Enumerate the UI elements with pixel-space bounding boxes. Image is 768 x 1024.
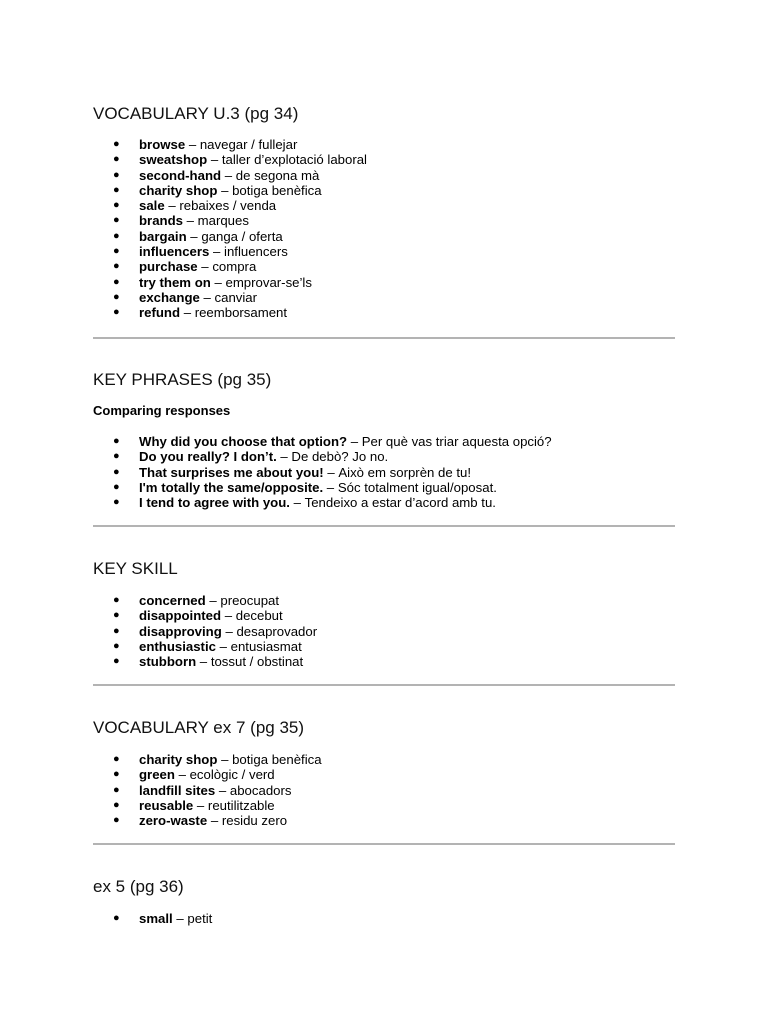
dash-separator: – bbox=[221, 608, 236, 624]
translation: tossut / obstinat bbox=[210, 654, 304, 670]
bullet-icon: ● bbox=[113, 168, 120, 181]
list-item bbox=[113, 767, 322, 782]
term: refund bbox=[139, 305, 181, 321]
list-item bbox=[113, 639, 317, 654]
bullet-icon: ● bbox=[113, 465, 120, 478]
bullet-icon: ● bbox=[113, 814, 120, 827]
list-item bbox=[113, 624, 317, 639]
dash-separator: – bbox=[197, 259, 213, 275]
list-item bbox=[113, 152, 367, 167]
term: brands bbox=[139, 213, 183, 229]
list-item bbox=[113, 290, 367, 305]
translation: emprovar-se’ls bbox=[225, 274, 312, 290]
term: disapproving bbox=[139, 623, 222, 639]
term: purchase bbox=[139, 259, 198, 275]
dash-separator: – bbox=[276, 449, 292, 465]
bullet-icon: ● bbox=[113, 480, 120, 493]
list-item bbox=[113, 183, 367, 198]
term: Do you really? I don’t. bbox=[139, 449, 277, 465]
bullet-icon: ● bbox=[113, 214, 120, 227]
bullet-icon: ● bbox=[113, 496, 120, 509]
bullet-icon: ● bbox=[113, 753, 120, 765]
section-divider bbox=[93, 684, 675, 686]
term: exchange bbox=[139, 289, 200, 305]
list-item bbox=[113, 229, 367, 244]
dash-separator: – bbox=[205, 593, 221, 608]
dash-separator: – bbox=[185, 137, 200, 152]
dash-separator: – bbox=[217, 752, 233, 767]
translation: residu zero bbox=[221, 813, 288, 829]
bullet-icon: ● bbox=[113, 260, 120, 273]
dash-separator: – bbox=[164, 198, 180, 214]
dash-separator: – bbox=[209, 244, 225, 260]
list-item bbox=[113, 198, 367, 213]
list-item bbox=[113, 752, 322, 767]
section-heading-key-phrases: KEY PHRASES (pg 35) bbox=[93, 370, 272, 389]
list-item bbox=[113, 244, 367, 259]
term: bargain bbox=[139, 228, 187, 244]
dash-separator: – bbox=[289, 495, 305, 511]
list-item bbox=[113, 813, 322, 828]
translation: compra bbox=[212, 259, 257, 275]
section-divider bbox=[93, 843, 675, 845]
dash-separator: – bbox=[210, 274, 226, 290]
translation: navegar / fullejar bbox=[199, 137, 298, 152]
dash-separator: – bbox=[207, 152, 222, 168]
translation: marques bbox=[197, 213, 249, 229]
bullet-icon: ● bbox=[113, 138, 120, 150]
translation: influencers bbox=[224, 244, 288, 260]
bullet-icon: ● bbox=[113, 783, 120, 796]
bullet-icon: ● bbox=[113, 245, 120, 258]
list-item bbox=[113, 168, 367, 183]
translation: petit bbox=[187, 911, 213, 926]
section-heading-key-skill: KEY SKILL bbox=[93, 559, 178, 578]
bullet-icon: ● bbox=[113, 435, 120, 447]
section-heading-ex5: ex 5 (pg 36) bbox=[93, 877, 184, 896]
translation: rebaixes / venda bbox=[179, 198, 277, 214]
vocabulary-ex7-list bbox=[113, 752, 322, 828]
section-heading-vocabulary-ex7: VOCABULARY ex 7 (pg 35) bbox=[93, 718, 305, 737]
dash-separator: – bbox=[193, 797, 208, 813]
term: disappointed bbox=[139, 608, 222, 624]
list-item bbox=[113, 434, 552, 449]
bullet-icon: ● bbox=[113, 229, 120, 242]
translation: preocupat bbox=[220, 593, 280, 608]
translation: canviar bbox=[214, 289, 258, 305]
translation: decebut bbox=[235, 608, 283, 624]
dash-separator: – bbox=[174, 767, 190, 783]
translation: Això em sorprèn de tu! bbox=[338, 464, 472, 480]
translation: Per què vas triar aquesta opció? bbox=[361, 434, 552, 449]
section-divider bbox=[93, 525, 675, 527]
key-phrases-list bbox=[113, 434, 552, 510]
list-item bbox=[113, 259, 367, 274]
bullet-icon: ● bbox=[113, 768, 120, 781]
term: influencers bbox=[139, 244, 210, 260]
list-item bbox=[113, 654, 317, 669]
bullet-icon: ● bbox=[113, 798, 120, 811]
term: second-hand bbox=[139, 167, 222, 183]
dash-separator: – bbox=[217, 182, 233, 198]
list-item bbox=[113, 495, 552, 510]
term: I tend to agree with you. bbox=[139, 495, 290, 511]
translation: botiga benèfica bbox=[232, 182, 322, 198]
translation: entusiasmat bbox=[230, 638, 302, 654]
vocabulary-u3-list bbox=[113, 137, 367, 321]
list-item bbox=[113, 783, 322, 798]
key-skill-list bbox=[113, 593, 317, 669]
bullet-icon: ● bbox=[113, 306, 120, 319]
bullet-icon: ● bbox=[113, 450, 120, 463]
bullet-icon: ● bbox=[113, 199, 120, 212]
list-item bbox=[113, 798, 322, 813]
list-item bbox=[113, 465, 552, 480]
term: charity shop bbox=[139, 182, 218, 198]
list-item bbox=[113, 911, 212, 926]
bullet-icon: ● bbox=[113, 153, 120, 166]
translation: reemborsament bbox=[194, 305, 288, 321]
subheading-comparing-responses: Comparing responses bbox=[93, 403, 231, 418]
bullet-icon: ● bbox=[113, 594, 120, 606]
translation: botiga benèfica bbox=[232, 752, 322, 767]
section-heading-vocabulary-u3: VOCABULARY U.3 (pg 34) bbox=[93, 104, 299, 123]
term: zero-waste bbox=[139, 813, 208, 829]
dash-separator: – bbox=[172, 911, 188, 926]
list-item bbox=[113, 213, 367, 228]
dash-separator: – bbox=[323, 464, 339, 480]
dash-separator: – bbox=[196, 654, 211, 670]
term: sweatshop bbox=[139, 152, 208, 168]
term: stubborn bbox=[139, 654, 197, 670]
dash-separator: – bbox=[186, 228, 202, 244]
ex5-list bbox=[113, 911, 212, 926]
bullet-icon: ● bbox=[113, 609, 120, 622]
list-item bbox=[113, 608, 317, 623]
dash-separator: – bbox=[323, 479, 338, 495]
dash-separator: – bbox=[215, 638, 231, 654]
dash-separator: – bbox=[221, 167, 236, 183]
term: reusable bbox=[139, 797, 194, 813]
translation: Tendeixo a estar d’acord amb tu. bbox=[304, 495, 496, 511]
dash-separator: – bbox=[347, 434, 362, 449]
translation: ganga / oferta bbox=[201, 228, 283, 244]
term: small bbox=[139, 911, 173, 926]
translation: abocadors bbox=[229, 782, 292, 798]
term: Why did you choose that option? bbox=[139, 434, 348, 449]
translation: Sóc totalment igual/oposat. bbox=[337, 479, 497, 495]
bullet-icon: ● bbox=[113, 275, 120, 288]
dash-separator: – bbox=[199, 289, 215, 305]
dash-separator: – bbox=[207, 813, 222, 829]
translation: taller d’explotació laboral bbox=[221, 152, 367, 168]
list-item bbox=[113, 593, 317, 608]
term: charity shop bbox=[139, 752, 218, 767]
term: landfill sites bbox=[139, 782, 216, 798]
bullet-icon: ● bbox=[113, 912, 120, 924]
dash-separator: – bbox=[182, 213, 198, 229]
term: enthusiastic bbox=[139, 638, 216, 654]
list-item bbox=[113, 449, 552, 464]
term: concerned bbox=[139, 593, 206, 608]
term: try them on bbox=[139, 274, 211, 290]
translation: ecològic / verd bbox=[189, 767, 275, 783]
list-item bbox=[113, 480, 552, 495]
term: That surprises me about you! bbox=[139, 464, 324, 480]
term: I'm totally the same/opposite. bbox=[139, 479, 324, 495]
term: sale bbox=[139, 198, 165, 214]
list-item bbox=[113, 275, 367, 290]
bullet-icon: ● bbox=[113, 183, 120, 196]
bullet-icon: ● bbox=[113, 639, 120, 652]
dash-separator: – bbox=[180, 305, 195, 321]
term: green bbox=[139, 767, 175, 783]
bullet-icon: ● bbox=[113, 655, 120, 668]
list-item bbox=[113, 305, 367, 320]
list-item bbox=[113, 137, 367, 152]
translation: reutilitzable bbox=[207, 797, 275, 813]
translation: desaprovador bbox=[236, 623, 318, 639]
translation: De debò? Jo no. bbox=[291, 449, 389, 465]
translation: de segona mà bbox=[235, 167, 320, 183]
term: browse bbox=[139, 137, 186, 152]
bullet-icon: ● bbox=[113, 624, 120, 637]
dash-separator: – bbox=[215, 782, 230, 798]
dash-separator: – bbox=[221, 623, 237, 639]
section-divider bbox=[93, 337, 675, 339]
bullet-icon: ● bbox=[113, 290, 120, 303]
